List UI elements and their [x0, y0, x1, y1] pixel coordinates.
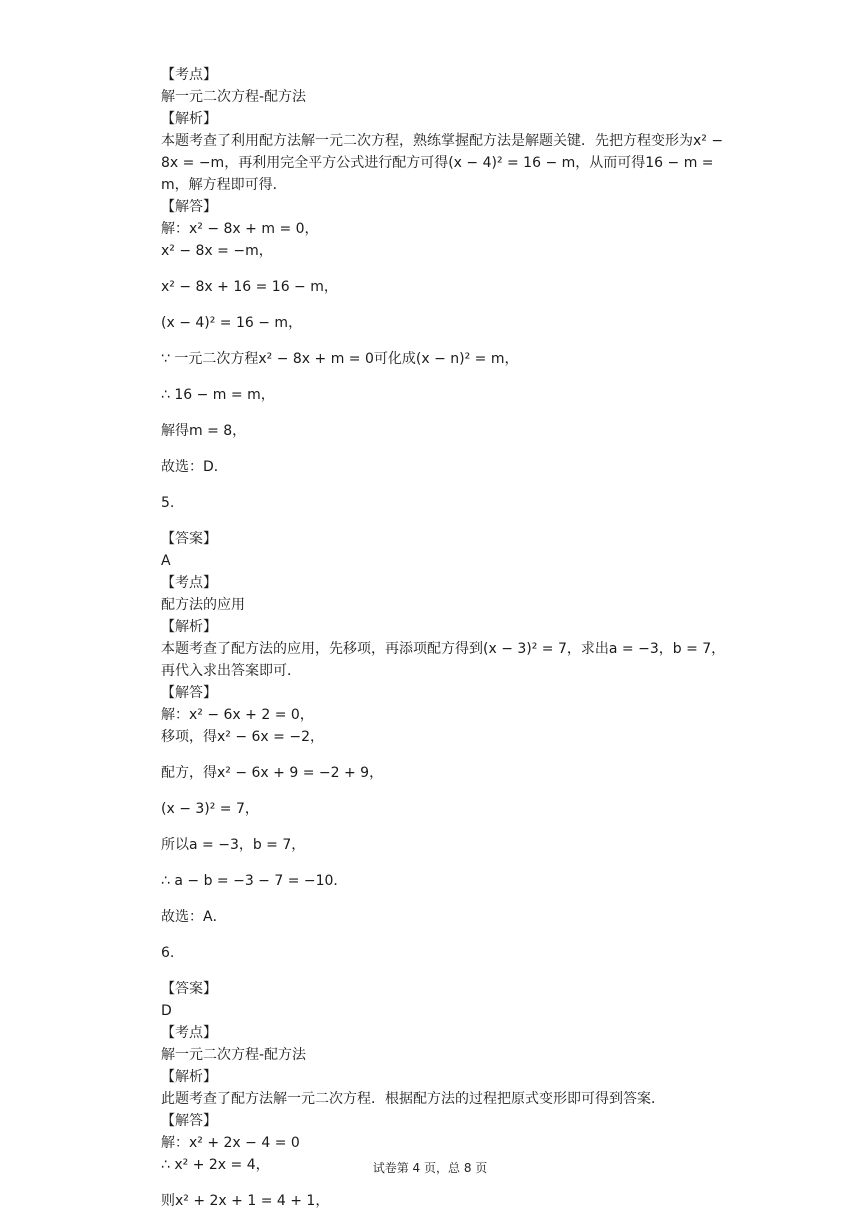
text-line: 则x² + 2x + 1 = 4 + 1， — [161, 1193, 330, 1209]
text-line: x² − 8x + 16 = 16 − m， — [161, 279, 338, 295]
text-line: D — [161, 1003, 172, 1019]
text-line: 解：x² − 8x + m = 0， — [161, 221, 319, 237]
text-line: 所以a = −3，b = 7， — [161, 837, 306, 853]
text-line: 5. — [161, 495, 175, 511]
text-line: 解得m = 8， — [161, 423, 247, 439]
text-line: 故选：D． — [161, 459, 228, 475]
text-line: 配方，得x² − 6x + 9 = −2 + 9， — [161, 765, 384, 781]
text-line: 【解答】 — [161, 199, 217, 215]
text-line: (x − 4)² = 16 − m， — [161, 315, 303, 331]
text-line: x² − 8x = −m， — [161, 243, 273, 259]
text-line: 解：x² + 2x − 4 = 0 — [161, 1135, 300, 1151]
text-line: 【答案】 — [161, 981, 217, 997]
text-line: 【考点】 — [161, 575, 217, 591]
text-line: 此题考查了配方法解一元二次方程．根据配方法的过程把原式变形即可得到答案． — [161, 1091, 665, 1107]
text-line: 本题考查了配方法的应用，先移项，再添项配方得到(x − 3)² = 7，求出a = −3，b = 7，再代入求出答案即可． — [161, 641, 726, 679]
text-line: A — [161, 553, 171, 569]
text-line: 【考点】 — [161, 1025, 217, 1041]
text-line: ∴ 16 − m = m， — [161, 387, 275, 403]
text-line: 【解析】 — [161, 619, 217, 635]
text-line: 【答案】 — [161, 531, 217, 547]
text-line: 【解析】 — [161, 1069, 217, 1085]
text-line: 【解答】 — [161, 1113, 217, 1129]
text-line: 【解析】 — [161, 111, 217, 127]
text-line: 解一元二次方程-配方法 — [161, 89, 307, 105]
text-line: 6. — [161, 945, 175, 961]
answer-content — [161, 64, 741, 1212]
text-line: 本题考查了利用配方法解一元二次方程，熟练掌握配方法是解题关键．先把方程变形为x² − 8x = −m，再利用完全平方公式进行配方可得(x − 4)² = 16 − m，从而可得16 − m = m，解方程即可得． — [161, 133, 724, 193]
text-line: ∴ a − b = −3 − 7 = −10． — [161, 873, 348, 889]
text-line: 故选：A． — [161, 909, 227, 925]
text-line: ∴ x² + 2x = 4， — [161, 1157, 270, 1173]
text-line: 移项，得x² − 6x = −2， — [161, 729, 324, 745]
text-line: 配方法的应用 — [161, 597, 245, 613]
text-line: (x − 3)² = 7， — [161, 801, 259, 817]
page-footer: 试卷第 4 页，总 8 页 — [372, 1161, 488, 1175]
text-line: 解：x² − 6x + 2 = 0， — [161, 707, 314, 723]
text-line: ∵ 一元二次方程x² − 8x + m = 0可化成(x − n)² = m， — [161, 351, 519, 367]
text-line: 【解答】 — [161, 685, 217, 701]
text-line: 【考点】 — [161, 67, 217, 83]
text-line: 解一元二次方程-配方法 — [161, 1047, 307, 1063]
